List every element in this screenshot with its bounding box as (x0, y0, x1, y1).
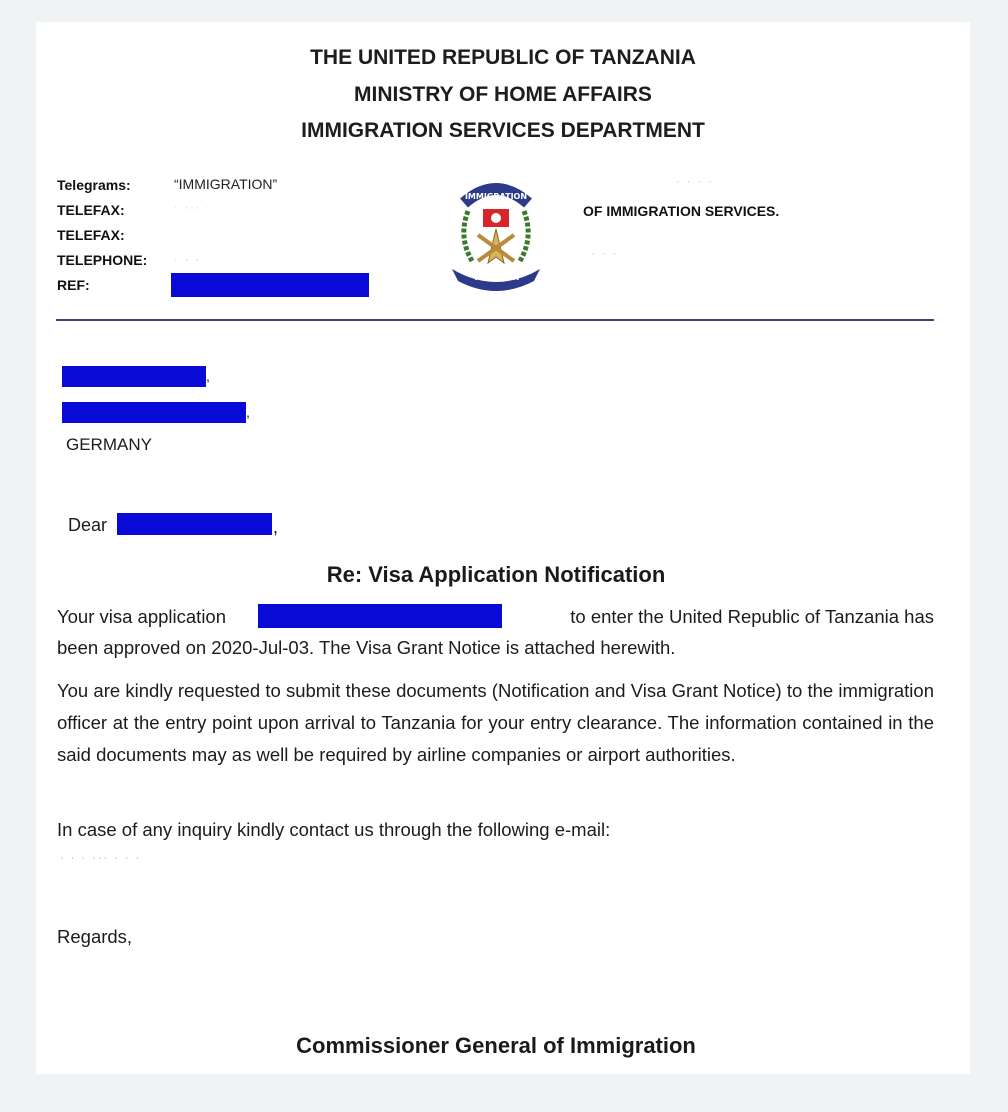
header-country: THE UNITED REPUBLIC OF TANZANIA (310, 46, 696, 69)
telephone-faded: · · · (174, 254, 202, 266)
recipient-country: GERMANY (66, 435, 152, 454)
body-p1-line2: been approved on 2020-Jul-03. The Visa Grant Notice is attached herewith. (57, 637, 676, 658)
body-paragraph-2: You are kindly requested to submit these documents (Notification and Visa Grant Notice) to the immigration officer at the entry point upon arrival to Tanzania for your entry clearance. The information contained in the said documents may as well be required by airline companies or airport authorities. (57, 680, 934, 765)
recipient-address-redaction (62, 402, 246, 423)
header-divider (56, 319, 934, 321)
emblem-bottom-text: TANZANIA (473, 273, 519, 282)
ref-label: REF: (57, 277, 90, 293)
body-p1-start: Your visa application (57, 606, 227, 627)
recipient-comma-1: , (206, 368, 210, 384)
email-faded: · · · ··· · · · (60, 852, 142, 864)
telegrams-value: “IMMIGRATION” (174, 176, 278, 192)
closing-regards: Regards, (57, 926, 133, 947)
salutation-name-redaction (117, 513, 272, 535)
application-number-redaction (258, 604, 502, 628)
signature-title: Commissioner General of Immigration (296, 1033, 696, 1058)
office-title: OF IMMIGRATION SERVICES. (583, 203, 780, 219)
office-faded-bottom: · · · (591, 248, 619, 260)
immigration-emblem-icon (448, 177, 544, 293)
recipient-name-redaction (62, 366, 206, 387)
salutation-dear: Dear (68, 515, 108, 535)
body-p1-end: to enter the United Republic of Tanzania has (570, 606, 934, 627)
telephone-label: TELEPHONE: (57, 252, 148, 268)
telegrams-label: Telegrams: (57, 177, 131, 193)
telefax-label-1: TELEFAX: (57, 202, 125, 218)
office-faded-top: · · · · (676, 176, 714, 188)
subject-line: Re: Visa Application Notification (326, 562, 666, 587)
recipient-comma-2: , (246, 404, 250, 420)
telefax-faded: · · · · (174, 202, 212, 214)
telefax-label-2: TELEFAX: (57, 227, 125, 243)
letter-page (36, 22, 970, 1074)
body-paragraph-3: In case of any inquiry kindly contact us through the following e-mail: (57, 819, 611, 840)
emblem-top-text: IMMIGRATION (464, 192, 528, 201)
header-ministry: MINISTRY OF HOME AFFAIRS (354, 83, 652, 106)
header-department: IMMIGRATION SERVICES DEPARTMENT (301, 119, 705, 142)
salutation-comma: , (273, 517, 279, 537)
ref-redaction (171, 273, 369, 297)
